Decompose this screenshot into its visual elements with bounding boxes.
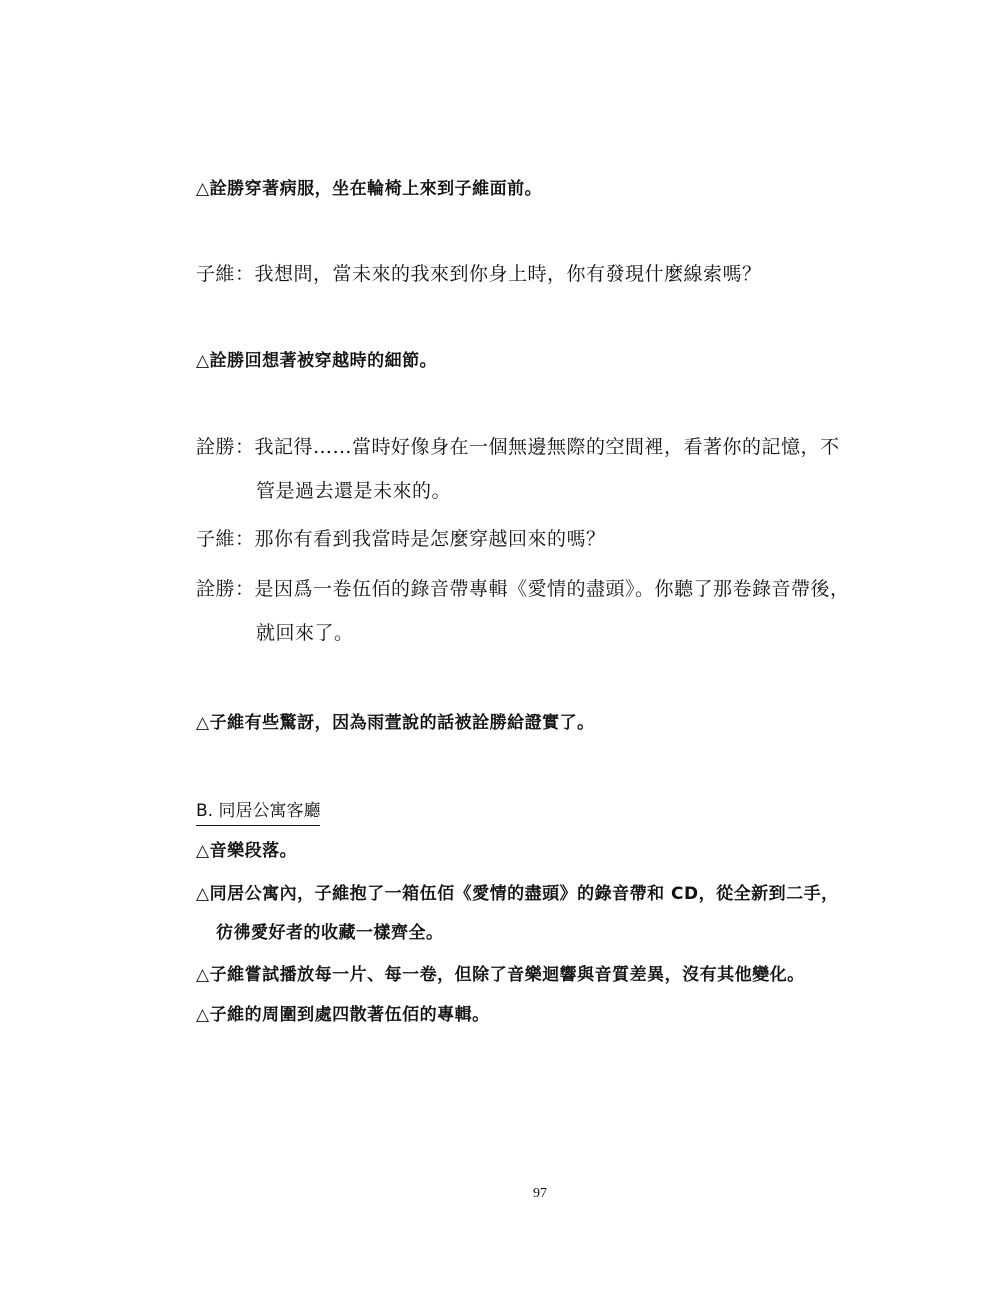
action-line: △子維的周圍到處四散著伍佰的專輯。 xyxy=(196,1005,490,1025)
dialogue-continuation: 管是過去還是未來的。 xyxy=(256,480,452,502)
dialogue-text: 那你有看到我當時是怎麼穿越回來的嗎？ xyxy=(254,528,606,550)
dialogue-line xyxy=(196,524,606,551)
dialogue-text: 是因爲一卷伍佰的錄音帶專輯《愛情的盡頭》。你聽了那卷錄音帶後， xyxy=(254,578,850,600)
action-line: △詮勝回想著被穿越時的細節。 xyxy=(196,351,438,371)
speaker-name: 子維： xyxy=(196,528,255,550)
dialogue-line xyxy=(196,574,850,601)
action-line: △同居公寓內，子維抱了一箱伍佰《愛情的盡頭》的錄音帶和 CD，從全新到二手， xyxy=(196,884,839,904)
scene-heading: B. 同居公寓客廳 xyxy=(196,796,320,826)
action-line: △子維嘗試播放每一片、每一卷，但除了音樂迴響與音質差異，沒有其他變化。 xyxy=(196,965,805,985)
speaker-name: 詮勝： xyxy=(196,578,255,600)
dialogue-text: 我想問，當未來的我來到你身上時，你有發現什麼線索嗎？ xyxy=(254,263,762,285)
speaker-name: 詮勝： xyxy=(196,436,255,458)
dialogue-continuation: 就回來了。 xyxy=(256,622,354,644)
action-continuation: 彷彿愛好者的收藏一樣齊全。 xyxy=(216,923,444,943)
action-line: △音樂段落。 xyxy=(196,841,298,861)
speaker-name: 子維： xyxy=(196,263,255,285)
dialogue-line xyxy=(196,259,762,286)
dialogue-line xyxy=(196,432,840,459)
page-number: 97 xyxy=(533,1186,547,1201)
action-line: △子維有些驚訝，因為雨萱說的話被詮勝給證實了。 xyxy=(196,713,595,733)
dialogue-text: 我記得……當時好像身在一個無邊無際的空間裡，看著你的記憶，不 xyxy=(254,436,840,458)
action-line: △詮勝穿著病服，坐在輪椅上來到子維面前。 xyxy=(196,179,543,199)
